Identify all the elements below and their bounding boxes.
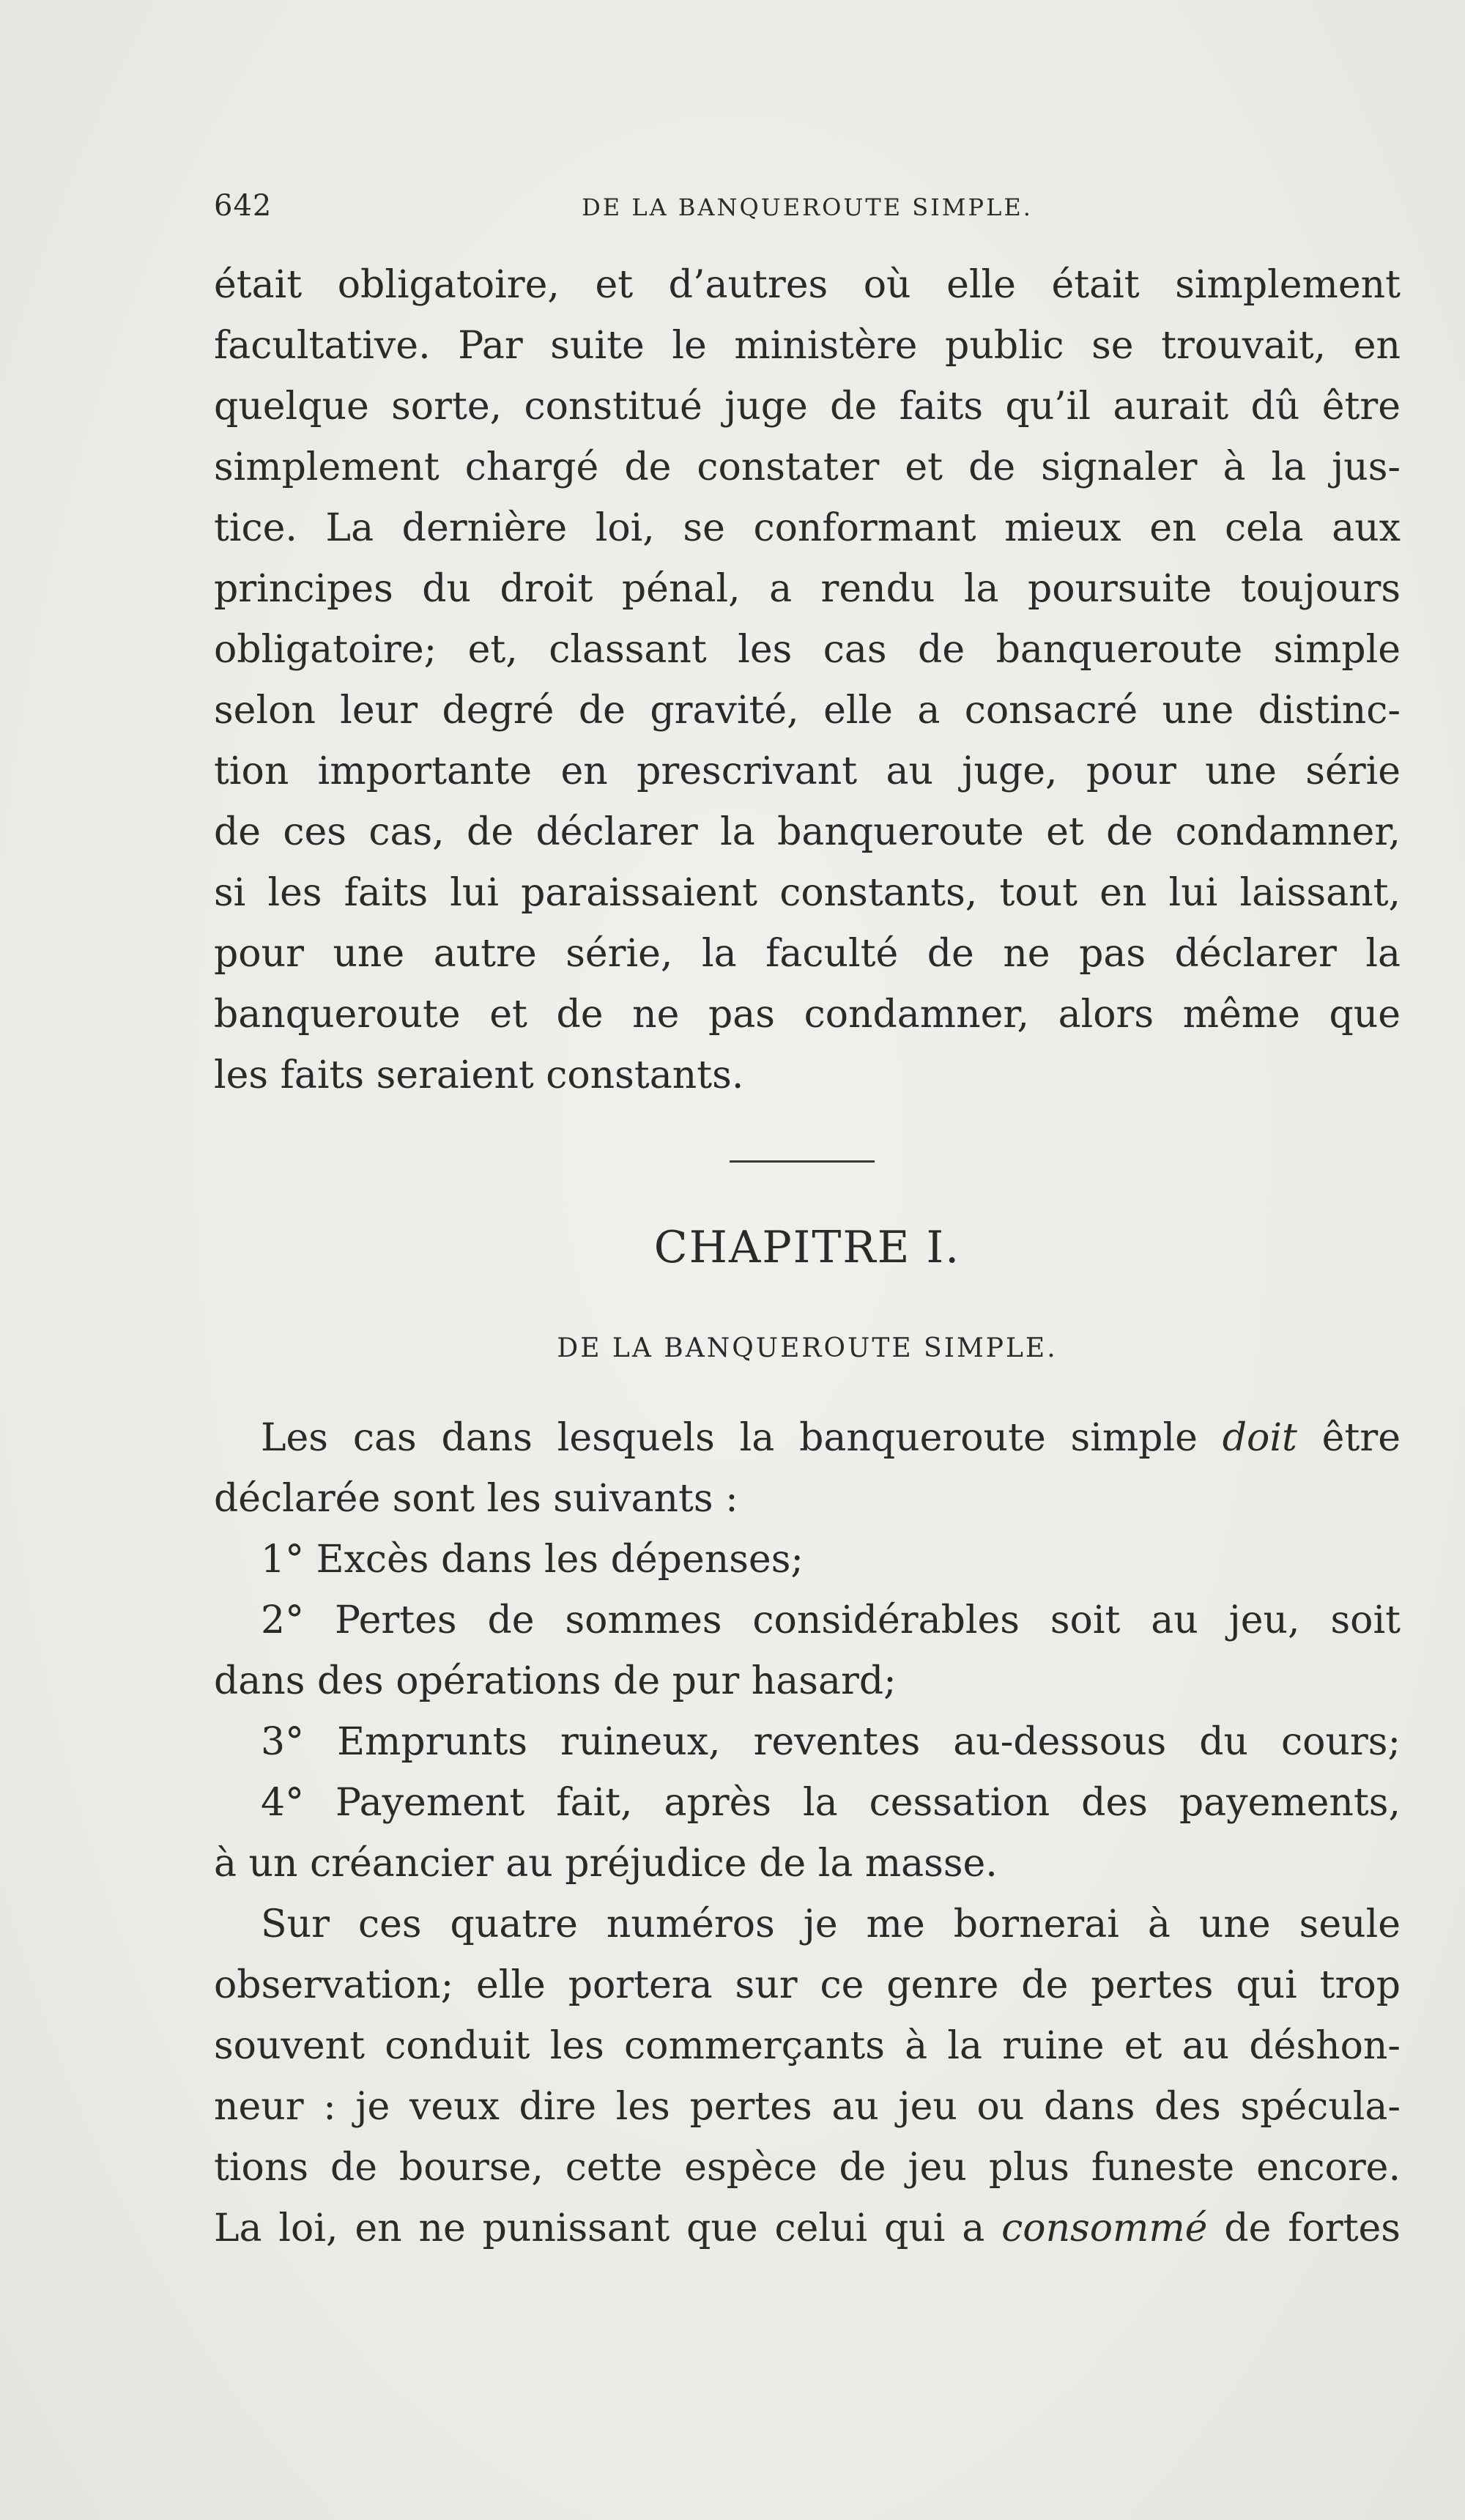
text-line: tion importante en prescrivant au juge, pour une série (214, 749, 1401, 793)
text-line: dans des opérations de pur hasard; (214, 1659, 897, 1703)
paragraph-intro (214, 255, 1401, 1106)
running-title: DE LA BANQUEROUTE SIMPLE. (582, 193, 1033, 221)
text-line: si les faits lui paraissaient constants, tout en lui laissant, (214, 871, 1401, 915)
text-line: de ces cas, de déclarer la banqueroute et de condamner, (214, 810, 1401, 854)
chapter-subtitle: DE LA BANQUEROUTE SIMPLE. (557, 1333, 1058, 1363)
italic-emphasis: consommé (1001, 2206, 1208, 2250)
text-line: simplement chargé de constater et de signaler à la jus- (214, 445, 1401, 489)
list-item-2: 2° Pertes de sommes considérables soit au jeu, soit (261, 1598, 1401, 1642)
list-item-4: 4° Payement fait, après la cessation des payements, (261, 1781, 1401, 1825)
text-line: à un créancier au préjudice de la masse. (214, 1842, 998, 1886)
text-line: facultative. Par suite le ministère public se trouvait, en (214, 324, 1401, 368)
text-line: banqueroute et de ne pas condamner, alors même que (214, 993, 1401, 1037)
text-line: tice. La dernière loi, se conformant mieux en cela aux (214, 506, 1401, 550)
text-fragment: de fortes (1207, 2206, 1401, 2250)
text-line: principes du droit pénal, a rendu la poursuite toujours (214, 567, 1401, 611)
page-number: 642 (214, 189, 272, 223)
running-head (214, 183, 1401, 227)
text-line: les faits seraient constants. (214, 1053, 744, 1097)
text-line (214, 1408, 1401, 1469)
paragraph-cases (214, 1408, 1401, 2259)
text-line: selon leur degré de gravité, elle a consacré une distinc- (214, 689, 1401, 733)
text-line: neur : je veux dire les pertes au jeu ou dans des spécula- (214, 2085, 1401, 2129)
list-item-1: 1° Excès dans les dépenses; (261, 1538, 804, 1582)
text-line: était obligatoire, et d’autres où elle était simplement (214, 263, 1401, 307)
text-line: Sur ces quatre numéros je me bornerai à une seule (261, 1902, 1401, 1946)
italic-emphasis: doit (1222, 1416, 1297, 1460)
list-item-3: 3° Emprunts ruineux, reventes au-dessous du cours; (261, 1720, 1401, 1764)
text-line: pour une autre série, la faculté de ne pas déclarer la (214, 932, 1401, 976)
text-line: souvent conduit les commerçants à la ruine et au déshon- (214, 2024, 1401, 2068)
text-line: obligatoire; et, classant les cas de banqueroute simple (214, 628, 1401, 672)
text-line: déclarée sont les suivants : (214, 1477, 738, 1521)
text-fragment: être (1297, 1416, 1401, 1460)
text-line (214, 2198, 1401, 2259)
chapter-heading: CHAPITRE I. (653, 1222, 961, 1273)
text-line: quelque sorte, constitué juge de faits qu’il aurait dû être (214, 385, 1401, 429)
text-fragment: Les cas dans lesquels la banqueroute simple (261, 1416, 1223, 1460)
section-divider (730, 1160, 875, 1163)
text-line: observation; elle portera sur ce genre de pertes qui trop (214, 1963, 1401, 2007)
text-line: tions de bourse, cette espèce de jeu plus funeste encore. (214, 2146, 1401, 2190)
text-fragment: La loi, en ne punissant que celui qui a (214, 2206, 1002, 2250)
